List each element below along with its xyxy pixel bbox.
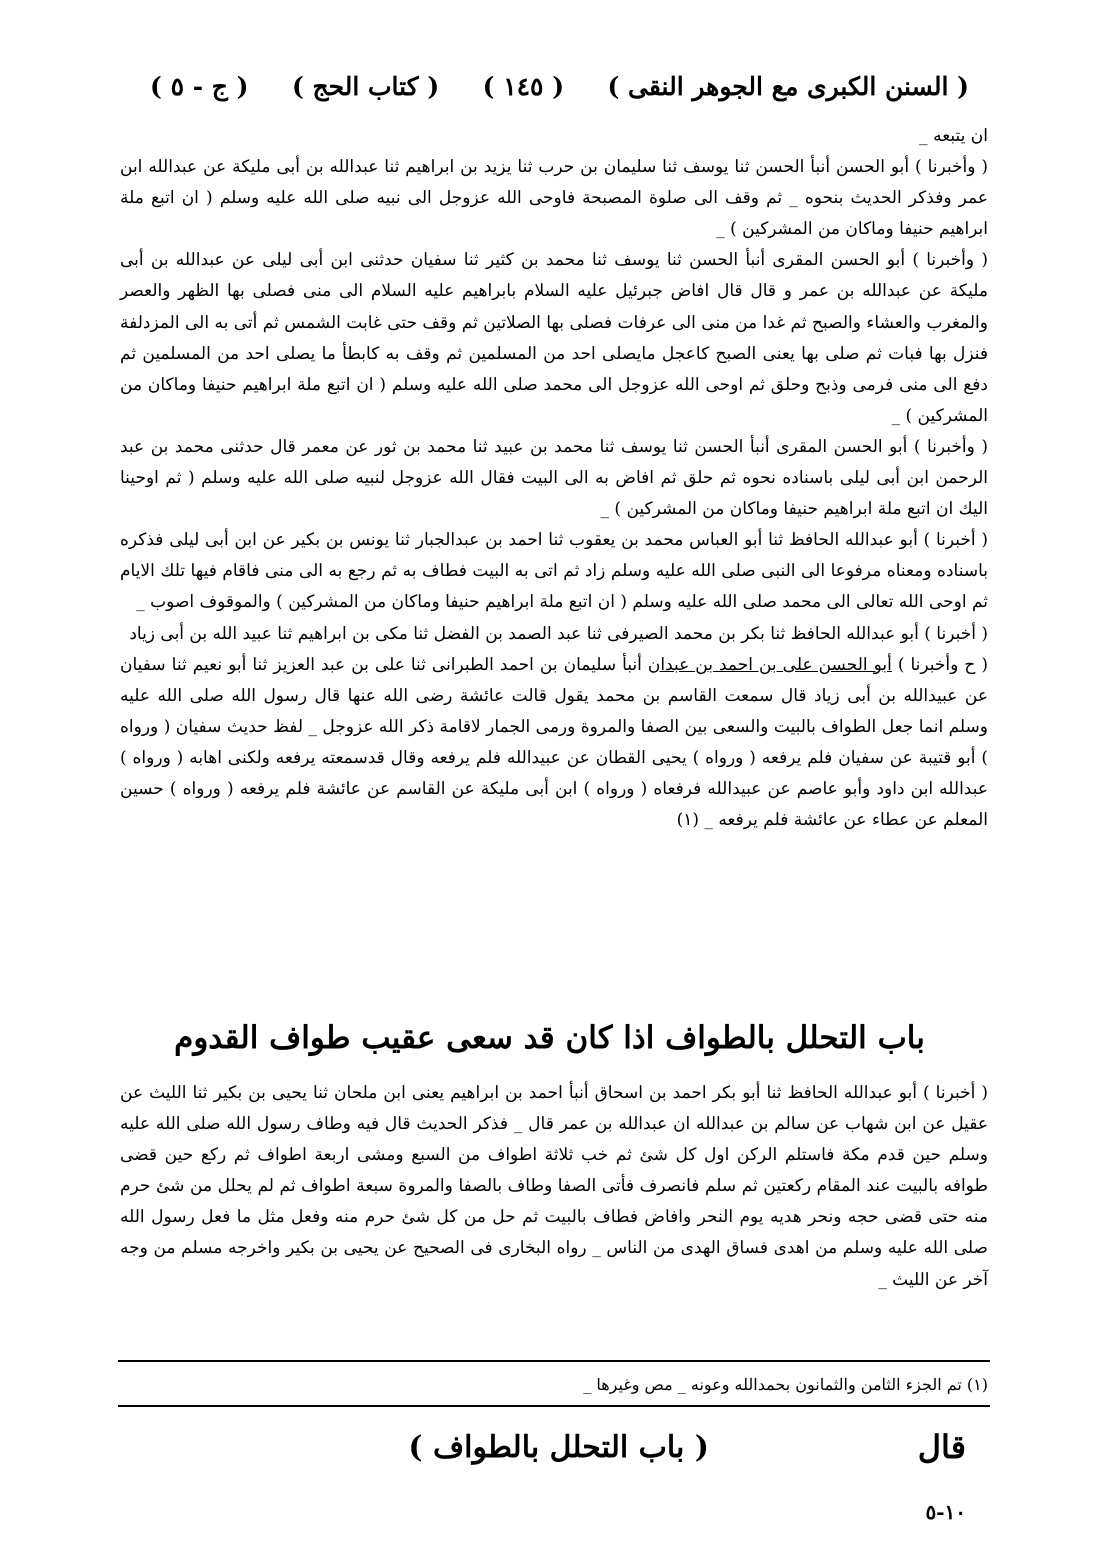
paragraph: ان يتبعه _: [919, 126, 988, 146]
paragraph: ( وأخبرنا ) أبو الحسن المقرى أنبأ الحسن ثنا يوسف ثنا محمد بن كثير ثنا سفيان حدثنى ابن أبى ليلى عن عبدالله بن أبى مليكة عن عبدالله بن عمر و قال قال افاض جبرئيل عليه السلام بابراهيم عليه السلام الى منى فصلى بها الظهر والعصر والمغرب والعشاء والصبح ثم غدا من منى الى عرفات فصلى بها الصلاتين ثم وقف حتى غابت الشمس ثم أتى به الى المزدلفة فنزل بها فبات ثم صلى بها يعنى الصبح كاعجل مايصلى احد من المسلمين ثم وقف به كابطأ ما يصلى احد من المسلمين ثم دفع الى منى فرمى وذبح وحلق ثم اوحى الله عزوجل الى محمد صلى الله عليه وسلم ( ان اتبع ملة ابراهيم حنيفا وماكان من المشركين ) _: [120, 250, 988, 426]
page-number: ( ١٤٥ ): [482, 71, 565, 101]
book-title: ( السنن الكبرى مع الجوهر النقى ): [607, 71, 969, 101]
main-text-upper: [120, 121, 988, 836]
chapter-title: باب التحلل بالطواف اذا كان قد سعى عقيب طواف القدوم: [174, 1020, 925, 1056]
footnote-divider-bottom: [118, 1405, 990, 1407]
paragraph: ( أخبرنا ) أبو عبدالله الحافظ ثنا أبو العباس محمد بن يعقوب ثنا احمد بن عبدالجبار ثنا يونس بن بكير عن ابن أبى ليلى فذكره باسناده ومعناه مرفوعا الى النبى صلى الله عليه وسلم زاد ثم اتى به البيت فطاف به ثم رجع به الى منى فاقام فيها تلك الايام ثم اوحى الله تعالى الى محمد صلى الله عليه وسلم ( ان اتبع ملة ابراهيم حنيفا وماكان من المشركين ) والموقوف اصوب _: [120, 530, 988, 613]
text-run: أنبأ سليمان بن احمد الطبرانى ثنا على بن عبد العزيز ثنا أبو نعيم ثنا سفيان عن عبيدالله بن أبى زياد قال سمعت القاسم بن محمد يقول قالت عائشة رضى الله عنها قال رسول الله صلى الله عليه وسلم انما جعل الطواف بالبيت والسعى بين الصفا والمروة ورمى الجمار لاقامة ذكر الله عزوجل _ لفظ حديث سفيان ( ورواه ) أبو قتيبة عن سفيان فلم يرفعه ( ورواه ) يحيى القطان عن عبيدالله فلم يرفعه وقال قدسمعته يرفعه ولكنى اهابه ( ورواه ) عبدالله ابن داود وأبو عاصم عن عبيدالله فرفعاه ( ورواه ) ابن أبى مليكة عن القاسم عن عائشة فلم يرفعه ( ورواه ) حسين المعلم عن عطاء عن عائشة فلم يرفعه _ (١): [120, 654, 988, 831]
footnote: (١) تم الجزء الثامن والثمانون بحمدالله وعونه _ مص وغيرها _: [583, 1375, 988, 1394]
volume-number: ( ج - ٥ ): [150, 71, 249, 101]
paragraph: ( وأخبرنا ) أبو الحسن المقرى أنبأ الحسن ثنا يوسف ثنا محمد بن عبيد ثنا محمد بن ثور عن معمر قال حدثنى محمد بن عبد الرحمن ابن أبى ليلى باسناده نحوه ثم حلق ثم افاض به الى البيت فقال الله عزوجل لنبيه صلى الله عليه وسلم ( ثم اوحينا اليك ان اتبع ملة ابراهيم حنيفا وماكان من المشركين ) _: [120, 436, 988, 520]
underlined-name: أبو الحسن على بن احمد بن عبدان: [647, 654, 892, 675]
footnote-divider: [118, 1360, 990, 1362]
page-header: [150, 66, 969, 106]
main-text-lower: [120, 1078, 988, 1296]
catchword: قال: [917, 1428, 966, 1466]
paragraph: [120, 650, 988, 837]
paragraph: ( أخبرنا ) أبو عبدالله الحافظ ثنا أبو بكر احمد بن اسحاق أنبأ احمد بن ابراهيم يعنى ابن ملحان ثنا يحيى بن بكير ثنا الليث عن عقيل عن ابن شهاب عن سالم بن عبدالله ان عبدالله بن عمر قال _ فذكر الحديث قال فيه وطاف رسول الله صلى الله عليه وسلم حين قدم مكة فاستلم الركن اول كل شئ ثم خب ثلاثة اطواف من السبع ومشى اربعة اطواف ثم ركع حين قضى طوافه بالبيت عند المقام ركعتين ثم سلم فانصرف فأتى الصفا وطاف بالصفا والمروة سبعة اطواف ثم لم يحلل من شئ حرم منه حتى قضى حجه ونحر هديه يوم النحر وافاض فطاف بالبيت ثم حل من كل شئ حرم منه وفعل مثل ما فعل رسول الله صلى الله عليه وسلم من اهدى فساق الهدى من الناس _ رواه البخارى فى الصحيح عن يحيى بن بكير واخرجه مسلم من وجه آخر عن الليث _: [120, 1083, 989, 1290]
section-name: ( كتاب الحج ): [291, 71, 440, 101]
next-chapter-title: ( باب التحلل بالطواف ): [408, 1430, 709, 1465]
paragraph: ( وأخبرنا ) أبو الحسن أنبأ الحسن ثنا يوسف ثنا سليمان بن حرب ثنا يزيد بن ابراهيم ثنا عبدالله بن أبى مليكة عن عبدالله ابن عمر وفذكر الحديث بنحوه _ ثم وقف الى صلوة المصبحة فاوحى الله عزوجل الى نبيه صلى الله عليه وسلم ( ان اتبع ملة ابراهيم حنيفا وماكان من المشركين ) _: [120, 157, 988, 240]
signature-mark: ١٠-٥: [925, 1500, 966, 1524]
paragraph: ( أخبرنا ) أبو عبدالله الحافظ ثنا بكر بن محمد الصيرفى ثنا عبد الصمد بن الفضل ثنا مكى بن ابراهيم ثنا عبيد الله بن أبى زياد: [129, 623, 988, 644]
text-run: ( ح وأخبرنا ): [891, 654, 988, 675]
